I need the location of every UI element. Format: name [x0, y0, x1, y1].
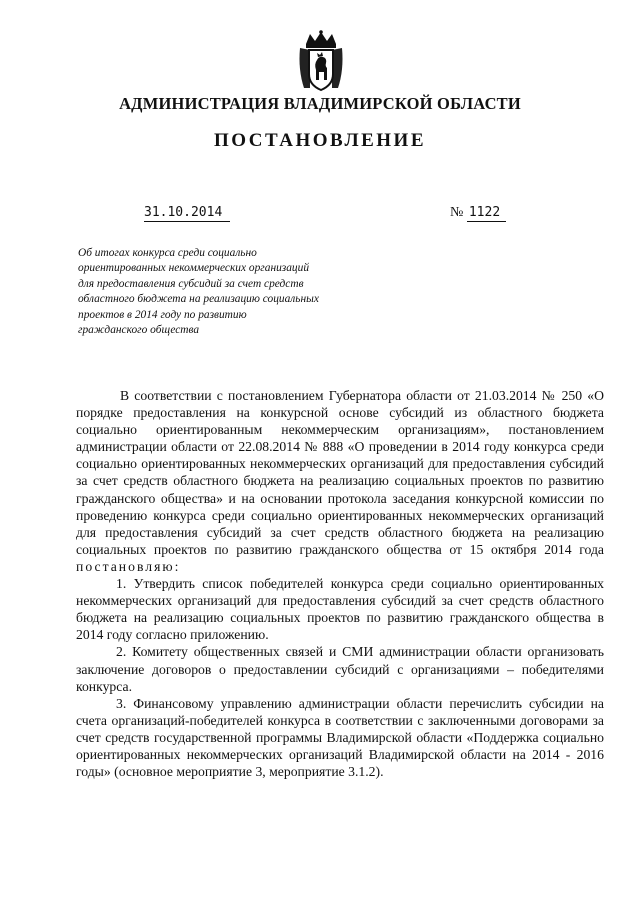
organization-title: АДМИНИСТРАЦИЯ ВЛАДИМИРСКОЙ ОБЛАСТИ — [119, 94, 521, 113]
number-sign: № — [450, 205, 464, 220]
item-3-paragraph: 3. Финансовому управлению администрации области перечислить субсидии на счета организаций-победителей конкурса в соответствии с заключенными договорами за счет средств государственной программы Владимирской области «Поддержка социально ориентированных некоммерческих организаций Владимирской области на 2014 - 2016 годы» (основное мероприятие 3, мероприятие 3.1.2). — [76, 695, 604, 780]
document-number — [450, 205, 506, 221]
document-body — [76, 387, 604, 780]
subject-line: ориентированных некоммерческих организаций — [78, 262, 310, 275]
coat-of-arms-icon — [296, 30, 346, 92]
subject-line: гражданского общества — [78, 324, 200, 337]
document-date: 31.10.2014 — [144, 205, 230, 222]
item-1-paragraph: 1. Утвердить список победителей конкурса среди социально ориентированных некоммерческих организаций для предоставления субсидий за счет средств областного бюджета на реализацию социальных проектов по развитию гражданского общества в 2014 году согласно приложению. — [76, 576, 604, 643]
resolve-word: постановляю: — [76, 558, 181, 574]
subject-line: для предоставления субсидий за счет средств — [78, 277, 304, 290]
document-number-value: 1122 — [467, 205, 506, 222]
preamble-paragraph — [76, 387, 604, 575]
subject-line: проектов в 2014 году по развитию — [78, 308, 247, 321]
document-type-title: ПОСТАНОВЛЕНИЕ — [213, 130, 427, 151]
preamble-text: В соответствии с постановлением Губернатора области от 21.03.2014 № 250 «О порядке предоставления на конкурсной основе субсидий из областного бюджета социально ориентированным некоммерческим организациям», постановлением администрации области от 22.08.2014 № 888 «О проведении в 2014 году конкурса среди социально ориентированных некоммерческих организаций для предоставления субсидий за счет средств областного бюджета на реализацию социальных проектов по развитию гражданского общества» и на основании протокола заседания конкурсной комиссии по проведению конкурса среди социально ориентированных некоммерческих организаций для предоставления субсидий за счет средств областного бюджета на реализацию социальных проектов по развитию гражданского общества от 15 октября 2014 года — [76, 388, 604, 557]
document-subject — [78, 246, 378, 338]
item-2-paragraph: 2. Комитету общественных связей и СМИ администрации области организовать заключение договоров о предоставлении субсидий с организациями – победителями конкурса. — [76, 644, 604, 694]
subject-line: областного бюджета на реализацию социальных — [78, 293, 319, 306]
subject-line: Об итогах конкурса среди социально — [78, 247, 257, 259]
